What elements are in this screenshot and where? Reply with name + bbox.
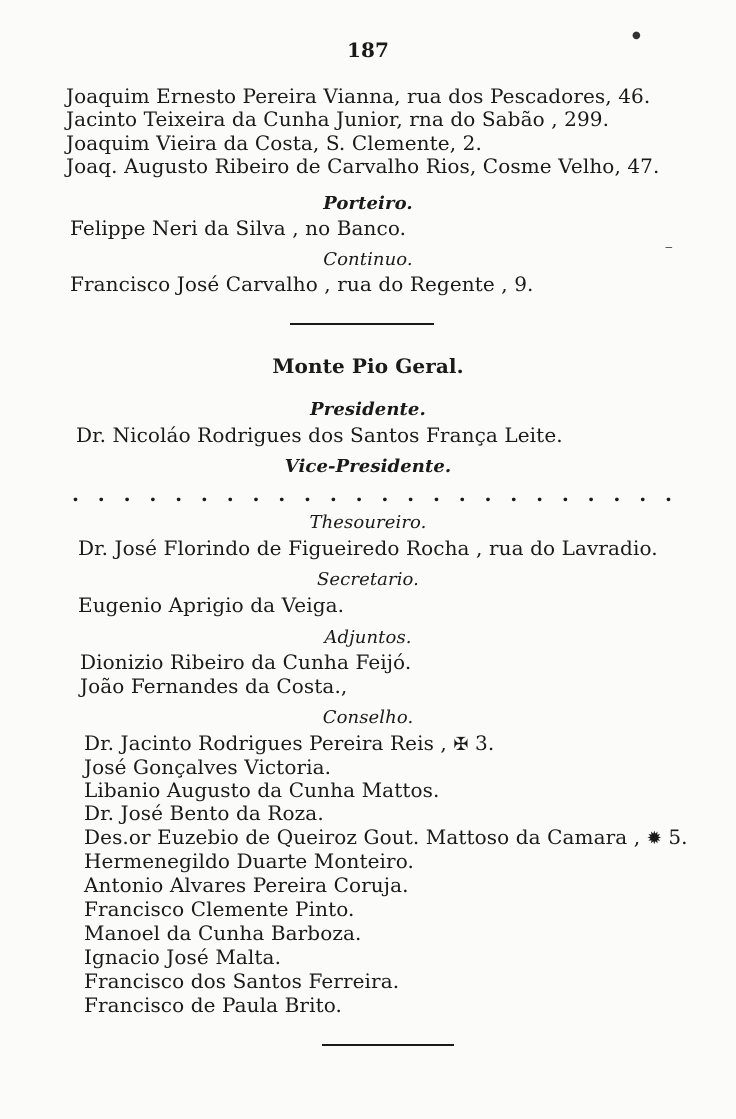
entry-line: Joaq. Augusto Ribeiro de Carvalho Rios, Cosme Velho, 47. [66, 154, 660, 178]
conselho-member: Manoel da Cunha Barboza. [84, 921, 362, 945]
presidente-name: Dr. Nicoláo Rodrigues dos Santos França Leite. [76, 423, 563, 447]
conselho-member: Dr. José Bento da Roza. [84, 801, 324, 825]
tesoureiro-name: Dr. José Florindo de Figueiredo Rocha , rua do Lavradio. [78, 536, 658, 560]
continuo-heading: Continuo. [323, 249, 413, 270]
conselho-member: José Gonçalves Victoria. [84, 755, 332, 779]
conselho-member [84, 731, 494, 757]
conselho-member-name: Des.or Euzebio de Queiroz Gout. Mattoso da Camara , [84, 825, 641, 849]
continuo-name: Francisco José Carvalho , rua do Regente , 9. [70, 272, 534, 296]
page-number: 187 [346, 38, 390, 62]
entry-line: Joaquim Ernesto Pereira Vianna, rua dos Pescadores, 46. [66, 84, 651, 108]
ink-speck: ● [632, 30, 641, 41]
vice-presidente-heading: Vice-Presidente. [284, 456, 452, 477]
presidente-heading: Presidente. [310, 399, 426, 420]
entry-line: Joaquim Vieira da Costa, S. Clemente, 2. [66, 131, 482, 155]
conselho-member: Francisco dos Santos Ferreira. [84, 969, 400, 993]
order-star-icon: ✹ [646, 828, 662, 849]
ink-speck: ‒ [665, 240, 673, 254]
conselho-member: Libanio Augusto da Cunha Mattos. [84, 778, 440, 802]
section-divider [290, 323, 434, 325]
order-cross-icon: ✠ [453, 734, 469, 755]
end-divider [322, 1044, 454, 1046]
porteiro-heading: Porteiro. [323, 193, 413, 214]
adjuntos-heading: Adjuntos. [324, 627, 412, 648]
decoration-number: 3. [475, 731, 495, 755]
conselho-member: Antonio Alvares Pereira Coruja. [84, 873, 409, 897]
adjunto-name: João Fernandes da Costa., [80, 674, 348, 698]
dotted-leader: . . . . . . . . . . . . . . . . . . . . . . . . [72, 482, 672, 506]
section-title: Monte Pio Geral. [272, 354, 464, 378]
secretario-heading: Secretario. [317, 569, 419, 590]
conselho-member: Hermenegildo Duarte Monteiro. [84, 849, 414, 873]
conselho-member: Ignacio José Malta. [84, 945, 282, 969]
conselho-heading: Conselho. [322, 707, 414, 728]
conselho-member: Francisco Clemente Pinto. [84, 897, 355, 921]
secretario-name: Eugenio Aprigio da Veiga. [78, 593, 345, 617]
tesoureiro-heading: Thesoureiro. [309, 512, 427, 533]
conselho-member: Francisco de Paula Brito. [84, 993, 342, 1017]
conselho-member-name: Dr. Jacinto Rodrigues Pereira Reis , [84, 731, 447, 755]
entry-line: Jacinto Teixeira da Cunha Junior, rna do Sabão , 299. [66, 107, 610, 131]
conselho-member [84, 825, 688, 851]
decoration-number: 5. [668, 825, 688, 849]
adjunto-name: Dionizio Ribeiro da Cunha Feijó. [80, 650, 412, 674]
porteiro-name: Felippe Neri da Silva , no Banco. [70, 216, 407, 240]
